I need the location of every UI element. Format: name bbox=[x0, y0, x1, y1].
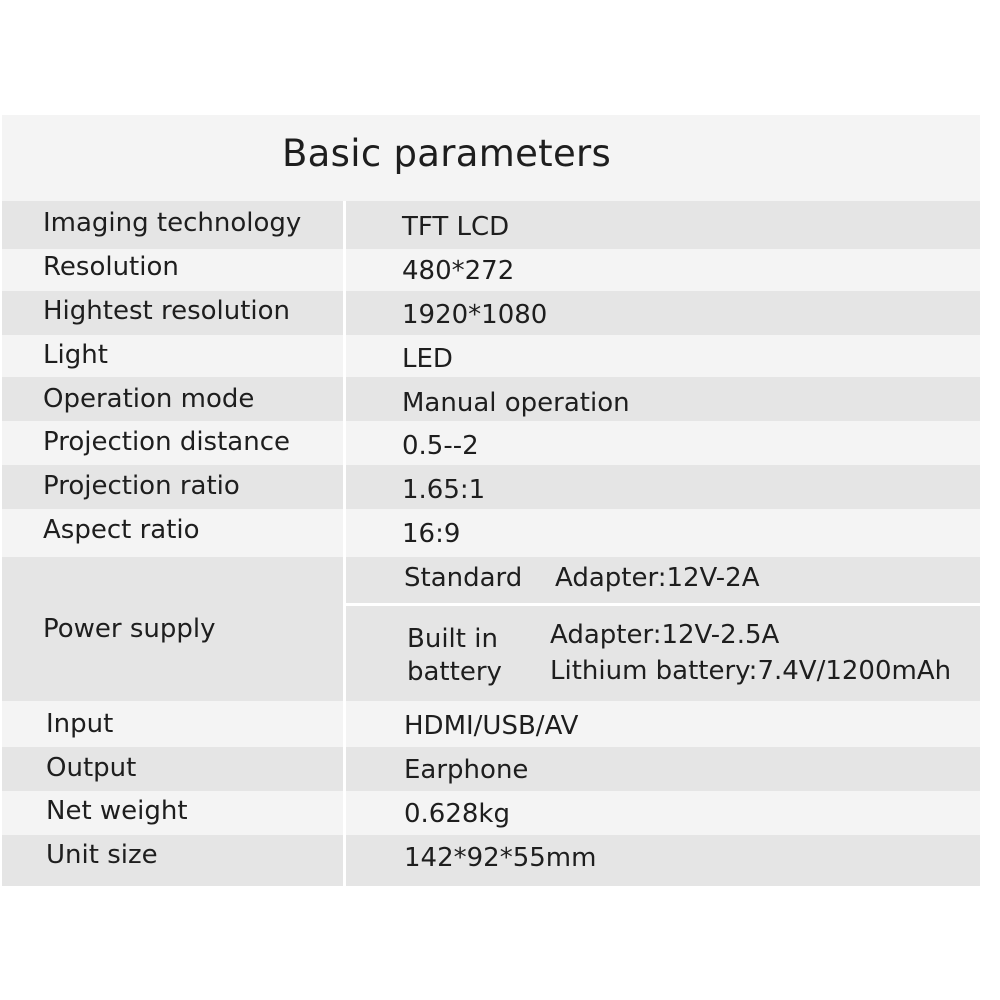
value-input: HDMI/USB/AV bbox=[404, 711, 579, 741]
label-aspect-ratio: Aspect ratio bbox=[43, 515, 200, 545]
label-net-weight: Net weight bbox=[46, 796, 188, 826]
label-input: Input bbox=[46, 709, 114, 739]
column-divider bbox=[343, 201, 346, 886]
label-imaging-technology: Imaging technology bbox=[43, 208, 302, 238]
value-operation-mode: Manual operation bbox=[402, 388, 630, 418]
power-battery-detail-line1: Adapter:12V-2.5A bbox=[550, 620, 780, 650]
value-light: LED bbox=[402, 344, 453, 374]
label-projection-ratio: Projection ratio bbox=[43, 471, 240, 501]
value-resolution: 480*272 bbox=[402, 256, 515, 286]
label-operation-mode: Operation mode bbox=[43, 384, 255, 414]
label-resolution: Resolution bbox=[43, 252, 179, 282]
value-aspect-ratio: 16:9 bbox=[402, 519, 461, 549]
label-output: Output bbox=[46, 753, 137, 783]
value-unit-size: 142*92*55mm bbox=[404, 843, 597, 873]
page-title: Basic parameters bbox=[282, 132, 612, 175]
label-projection-distance: Projection distance bbox=[43, 427, 290, 457]
value-imaging-technology: TFT LCD bbox=[402, 212, 510, 242]
label-power-supply: Power supply bbox=[43, 614, 216, 644]
value-projection-distance: 0.5--2 bbox=[402, 431, 479, 461]
value-net-weight: 0.628kg bbox=[404, 799, 510, 829]
power-standard-type: Standard bbox=[404, 563, 523, 593]
power-battery-type-line1: Built in bbox=[407, 624, 498, 654]
label-light: Light bbox=[43, 340, 108, 370]
value-output: Earphone bbox=[404, 755, 529, 785]
power-battery-type-line2: battery bbox=[407, 657, 502, 687]
value-highest-resolution: 1920*1080 bbox=[402, 300, 548, 330]
row-bg-light bbox=[2, 335, 980, 377]
label-highest-resolution: Hightest resolution bbox=[43, 296, 291, 326]
power-battery-detail-line2: Lithium battery:7.4V/1200mAh bbox=[550, 656, 952, 686]
label-unit-size: Unit size bbox=[46, 840, 158, 870]
power-supply-separator bbox=[346, 603, 980, 606]
value-projection-ratio: 1.65:1 bbox=[402, 475, 486, 505]
power-standard-detail: Adapter:12V-2A bbox=[555, 563, 760, 593]
